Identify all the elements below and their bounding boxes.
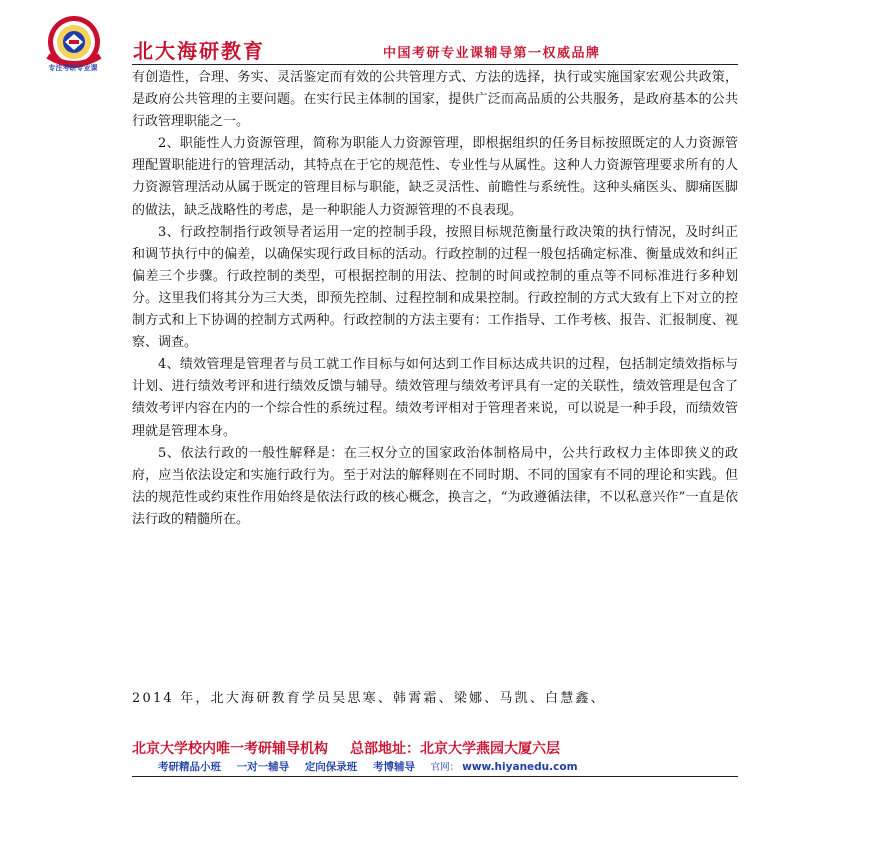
- students-line: 2014 年，北大海研教育学员吴思寒、韩霄霜、梁娜、马凯、白慧鑫、: [132, 691, 606, 706]
- footer-divider: [132, 776, 738, 777]
- footer-link-phd-tutoring[interactable]: 考博辅导: [372, 761, 415, 773]
- website-label: 官网：: [430, 762, 460, 773]
- paragraph-item-2: 2、职能性人力资源管理，简称为职能人力资源管理，即根据组织的任务目标按照既定的人力资源管理配置职能进行的管理活动，其特点在于它的规范性、专业性与从属性。这种人力资源管理要求所有的人力资源管理活动从属于既定的管理目标与职能，缺乏灵活性、前瞻性与系统性。这种头痛医头、脚痛医脚的做法，缺乏战略性的考虑，是一种职能人力资源管理的不良表现。: [132, 136, 738, 218]
- footer-banner: [132, 738, 738, 758]
- footer-link-small-class[interactable]: 考研精品小班: [158, 761, 221, 773]
- brand-name: 北大海研教育: [133, 39, 265, 63]
- brand-slogan: 中国考研专业课辅导第一权威品牌: [383, 46, 601, 61]
- header-divider: [132, 64, 738, 65]
- footer-links: [158, 759, 578, 774]
- logo-subtitle: 专注考研专业课: [48, 64, 98, 72]
- website-link[interactable]: www.hiyanedu.com: [462, 761, 578, 773]
- paragraph-item-4: 4、绩效管理是管理者与员工就工作目标与如何达到工作目标达成共识的过程，包括制定绩效指标与计划、进行绩效考评和进行绩效反馈与辅导。绩效管理与绩效考评具有一定的关联性，绩效管理是包含了绩效考评内容在内的一个综合性的系统过程。绩效考评相对于管理者来说，可以说是一种手段，而绩效管理就是管理本身。: [132, 357, 738, 439]
- paragraph-item-3: 3、行政控制指行政领导者运用一定的控制手段，按照目标规范衡量行政决策的执行情况，及时纠正和调节执行中的偏差，以确保实现行政目标的活动。行政控制的过程一般包括确定标准、衡量成效和纠正偏差三个步骤。行政控制的类型，可根据控制的用法、控制的时间或控制的重点等不同标准进行多种划分。这里我们将其分为三大类，即预先控制、过程控制和成果控制。行政控制的方式大致有上下对立的控制方式和上下协调的控制方式两种。行政控制的方法主要有：工作指导、工作考核、报告、汇报制度、视察、调查。: [132, 224, 738, 351]
- document-body: [132, 67, 738, 531]
- footer-tagline: 北京大学校内唯一考研辅导机构: [132, 741, 328, 757]
- paragraph-continuation: 有创造性，合理、务实、灵活鉴定而有效的公共管理方式、方法的选择，执行或实施国家宏观公共政策，是政府公共管理的主要问题。在实行民主体制的国家，提供广泛而高品质的公共服务，是政府基本的公共行政管理职能之一。: [132, 70, 738, 130]
- footer-link-one-on-one[interactable]: 一对一辅导: [236, 761, 290, 773]
- footer-address: 总部地址：北京大学燕园大厦六层: [350, 741, 560, 757]
- footer-link-guaranteed-class[interactable]: 定向保录班: [304, 761, 358, 773]
- paragraph-item-5: 5、依法行政的一般性解释是：在三权分立的国家政治体制格局中，公共行政权力主体即狭义的政府，应当依法设定和实施行政行为。至于对法的解释则在不同时期、不同的国家有不同的理论和实践。但法的规范性或约束性作用始终是依法行政的核心概念，换言之，“为政遵循法律，不以私意兴作”一直是依法行政的精髓所在。: [132, 445, 738, 527]
